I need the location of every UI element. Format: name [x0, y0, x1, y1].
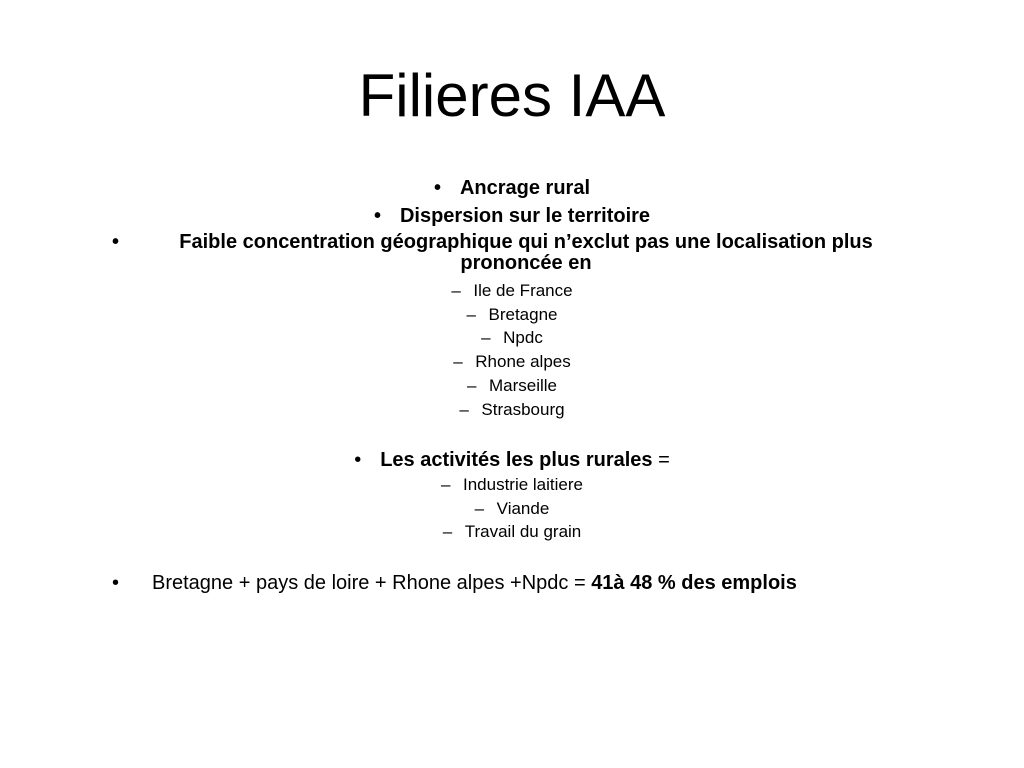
- bullet-item: [0, 205, 1024, 227]
- bullet-text-rest: =: [652, 449, 670, 471]
- sub-item: [0, 475, 1024, 495]
- sub-item: [0, 522, 1024, 542]
- dash-marker: –: [442, 522, 453, 541]
- sub-item: [0, 281, 1024, 301]
- bullet-text: [152, 572, 797, 594]
- bullet-text-plain: Bretagne + pays de loire + Rhone alpes +Npdc =: [152, 572, 592, 594]
- sub-item-text: Strasbourg: [481, 400, 565, 419]
- sub-item-text: Ile de France: [473, 281, 573, 300]
- sub-item-text: Viande: [496, 499, 550, 518]
- dash-marker: –: [466, 305, 476, 324]
- slide-title: Filieres IAA: [358, 62, 666, 129]
- bullet-marker: •: [354, 449, 362, 471]
- bullet-marker: •: [433, 177, 441, 199]
- bullet-text-bold: 41à 48 % des emplois: [591, 572, 797, 594]
- bullet-text: Dispersion sur le territoire: [399, 205, 651, 227]
- dash-marker: –: [481, 328, 491, 347]
- dash-marker: –: [440, 475, 451, 494]
- dash-marker: –: [466, 376, 477, 395]
- dash-marker: –: [451, 281, 461, 300]
- sub-item: [0, 305, 1024, 325]
- sub-item: [0, 400, 1024, 420]
- bullet-marker: •: [112, 572, 120, 594]
- bullet-text-bold: Les activités les plus rurales: [380, 449, 653, 471]
- sub-item: [0, 376, 1024, 396]
- bullet-text: Ancrage rural: [459, 177, 591, 199]
- sub-item: [0, 352, 1024, 372]
- sub-item-text: Industrie laitiere: [462, 475, 583, 494]
- dash-marker: –: [459, 400, 469, 419]
- bullet-item: [112, 232, 902, 274]
- bullet-item: [0, 177, 1024, 199]
- bullet-text: Faible concentration géographique qui n’exclut pas une localisation plus prononcée en: [179, 231, 873, 274]
- sub-item-text: Rhone alpes: [475, 352, 571, 371]
- sub-item-text: Npdc: [503, 328, 543, 347]
- bullet-marker: •: [373, 205, 381, 227]
- dash-marker: –: [453, 352, 463, 371]
- sub-item: [0, 328, 1024, 348]
- sub-item-text: Travail du grain: [464, 522, 582, 541]
- sub-item-text: Bretagne: [488, 305, 558, 324]
- bullet-item: [0, 449, 1024, 471]
- sub-item: [0, 499, 1024, 519]
- sub-item-text: Marseille: [488, 376, 558, 395]
- bullet-marker: •: [112, 231, 120, 253]
- dash-marker: –: [474, 499, 485, 518]
